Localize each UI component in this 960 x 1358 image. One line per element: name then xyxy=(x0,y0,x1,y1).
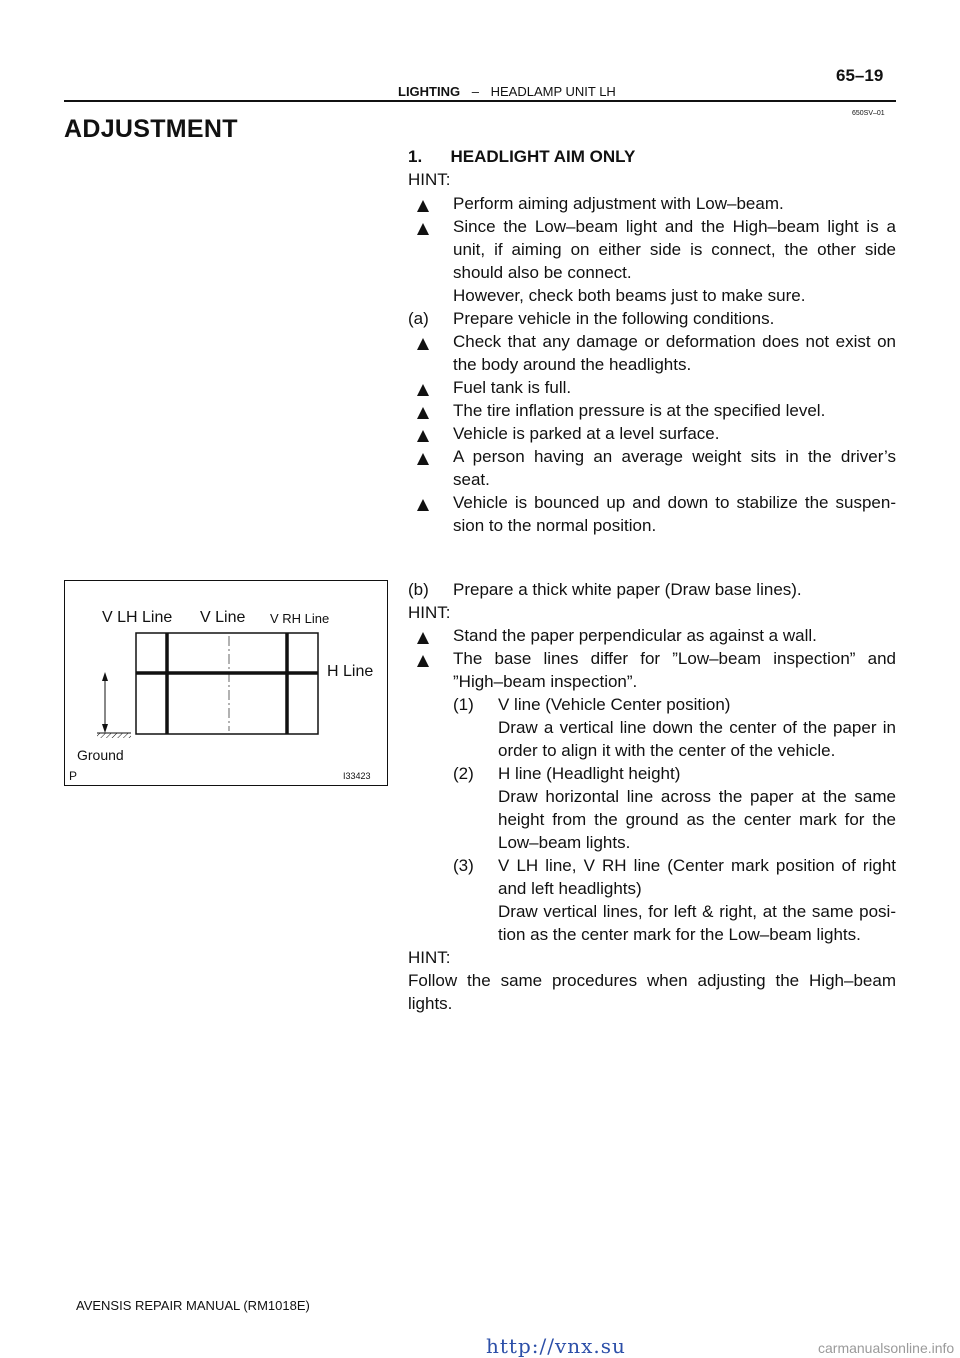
bullet-icon xyxy=(417,655,429,667)
hint-bullet-text: Since the Low–beam light and the High–beam light is a xyxy=(453,217,896,236)
item-body: Draw horizontal line across the paper at the same xyxy=(498,787,896,806)
watermark-link[interactable]: http://vnx.su xyxy=(486,1334,626,1358)
item-number: (3) xyxy=(453,856,474,875)
watermark-site: carmanualsonline.info xyxy=(818,1340,955,1356)
hint-bullet-text: unit, if aiming on either side is connect, the other side xyxy=(453,240,896,259)
item-body: Low–beam lights. xyxy=(498,833,631,852)
condition-text: sion to the normal position. xyxy=(453,516,657,535)
item-title: V LH line, V RH line (Center mark position of right xyxy=(498,856,896,875)
bullet-icon xyxy=(417,632,429,644)
page-number: 65–19 xyxy=(836,66,884,85)
hint-label: HINT: xyxy=(408,603,451,622)
condition-text: Vehicle is bounced up and down to stabilize the suspen- xyxy=(453,493,896,512)
bullet-icon xyxy=(417,453,429,465)
paper-outline xyxy=(136,633,318,734)
step-b-text: Prepare a thick white paper (Draw base lines). xyxy=(453,580,802,599)
item-title: H line (Headlight height) xyxy=(498,764,681,783)
base-lines-figure xyxy=(64,580,388,786)
ground-hatch xyxy=(97,733,131,738)
item-title: and left headlights) xyxy=(498,879,642,898)
condition-text: The tire inflation pressure is at the specified level. xyxy=(453,401,826,420)
arrow-head-down xyxy=(102,724,108,733)
condition-text: Vehicle is parked at a level surface. xyxy=(453,424,720,443)
hint-bullet-text: However, check both beams just to make sure. xyxy=(453,286,806,305)
h-line-label: H Line xyxy=(327,663,374,680)
step-a-text: Prepare vehicle in the following conditions. xyxy=(453,309,775,328)
ground-label: Ground xyxy=(77,747,124,763)
v-lh-line-label: V LH Line xyxy=(102,609,173,626)
item-body: Draw vertical lines, for left & right, at the same posi- xyxy=(498,902,896,921)
hint-text: Follow the same procedures when adjusting the High–beam xyxy=(408,971,896,990)
hint-text: lights. xyxy=(408,994,453,1013)
step-b-label: (b) xyxy=(408,580,429,599)
page-title: ADJUSTMENT xyxy=(64,115,238,143)
condition-text: Fuel tank is full. xyxy=(453,378,572,397)
condition-text: A person having an average weight sits in the driver’s xyxy=(453,447,896,466)
bullet-icon xyxy=(417,384,429,396)
condition-text: the body around the headlights. xyxy=(453,355,692,374)
item-body: height from the ground as the center mark for the xyxy=(498,810,896,829)
bullet-icon xyxy=(417,499,429,511)
figure-id: I33423 xyxy=(343,771,371,781)
hint-label: HINT: xyxy=(408,170,451,189)
item-body: tion as the center mark for the Low–beam lights. xyxy=(498,925,861,944)
hint-bullet-text: Perform aiming adjustment with Low–beam. xyxy=(453,194,784,213)
footer-text: AVENSIS REPAIR MANUAL (RM1018E) xyxy=(76,1298,310,1313)
item-number: (2) xyxy=(453,764,474,783)
hint-bullet-text: Stand the paper perpendicular as against a wall. xyxy=(453,626,817,645)
bullet-icon xyxy=(417,430,429,442)
bullet-icon xyxy=(417,407,429,419)
section-name: LIGHTING xyxy=(398,84,461,99)
step-a-label: (a) xyxy=(408,309,429,328)
subsection-name: HEADLAMP UNIT LH xyxy=(490,84,616,99)
hint-bullet-text: should also be connect. xyxy=(453,263,632,282)
item-body: Draw a vertical line down the center of the paper in xyxy=(498,718,896,737)
bullet-icon xyxy=(417,338,429,350)
condition-text: seat. xyxy=(453,470,490,489)
item-body: order to align it with the center of the vehicle. xyxy=(498,741,836,760)
hint-bullet-text: The base lines differ for ”Low–beam inspection” and xyxy=(453,649,896,668)
figure-corner-label: P xyxy=(69,769,78,783)
hint-bullet-text: ”High–beam inspection”. xyxy=(453,672,638,691)
arrow-head-up xyxy=(102,672,108,681)
v-line-label: V Line xyxy=(200,609,246,626)
item-title: V line (Vehicle Center position) xyxy=(498,695,731,714)
bullet-icon xyxy=(417,200,429,212)
doc-code: 650SV–01 xyxy=(852,110,885,117)
item-number: (1) xyxy=(453,695,474,714)
step1-heading: 1. HEADLIGHT AIM ONLY xyxy=(408,147,636,166)
v-rh-line-label: V RH Line xyxy=(270,611,330,626)
header-separator: – xyxy=(471,84,479,99)
condition-text: Check that any damage or deformation does not exist on xyxy=(453,332,896,351)
bullet-icon xyxy=(417,223,429,235)
hint-label: HINT: xyxy=(408,948,451,967)
header-section xyxy=(398,84,616,99)
header-rule xyxy=(64,100,896,102)
